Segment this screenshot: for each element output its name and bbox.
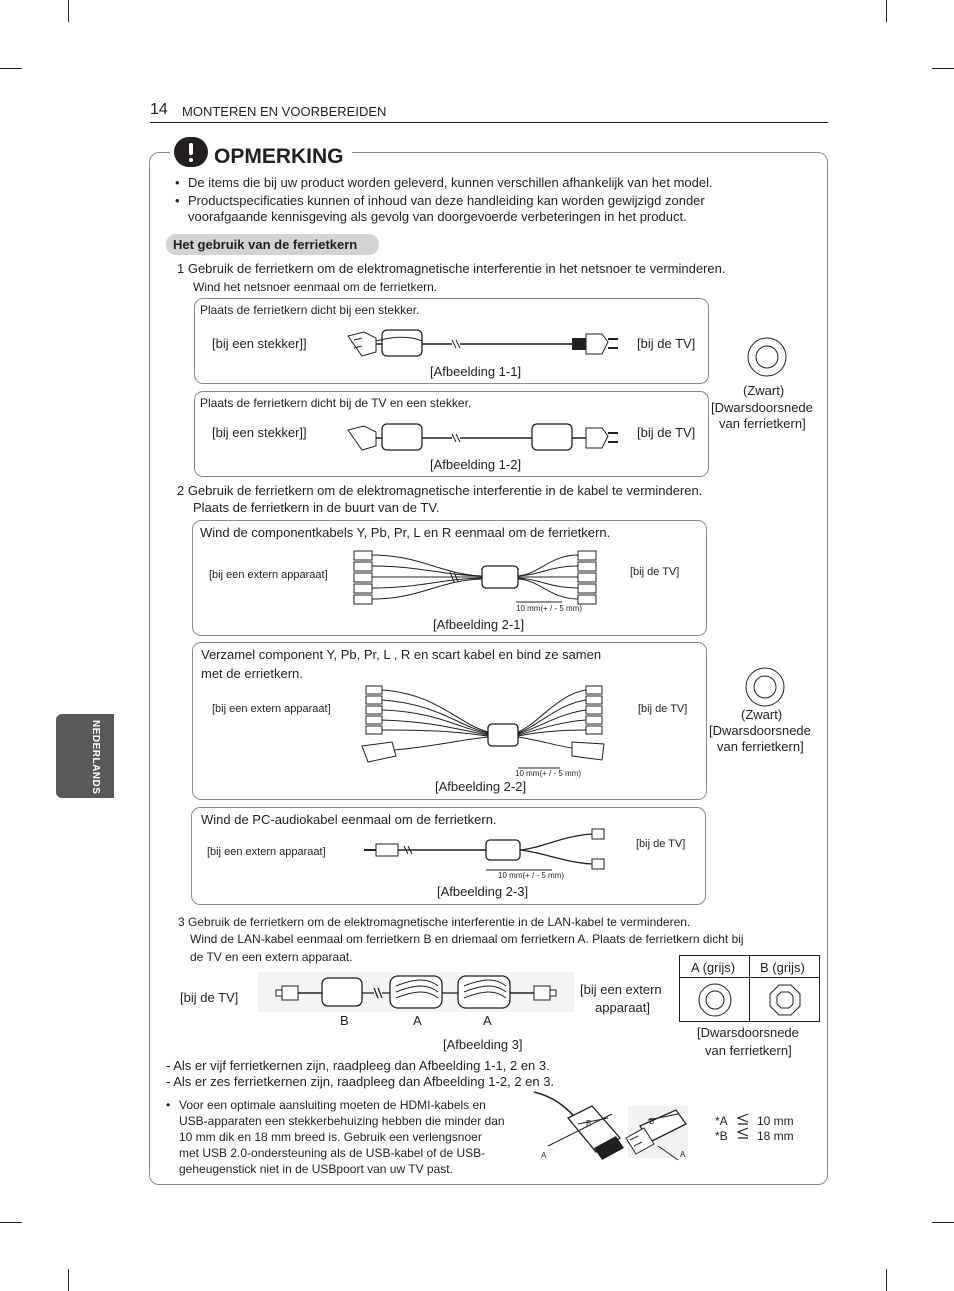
cross2-color: (Zwart) xyxy=(741,707,783,722)
fig-2-3-dim: 10 mm(+ / - 5 mm) xyxy=(498,871,565,880)
table-divider xyxy=(679,977,820,978)
fig-1-1-left: [bij een stekker]] xyxy=(212,336,307,351)
bullet-1: • De items die bij uw product worden geleverd, kunnen verschillen afhankelijk van het model. xyxy=(188,175,798,191)
side-tab xyxy=(56,714,114,798)
note-line-2: - Als er zes ferrietkernen zijn, raadpleeg dan Afbeelding 1-2, 2 en 3. xyxy=(166,1074,555,1089)
fig-1-2-caption: [Afbeelding 1-2] xyxy=(430,457,522,472)
fig-1-2-desc: Plaats de ferrietkern dicht bij de TV en een stekker. xyxy=(200,396,472,410)
crop-mark xyxy=(886,1269,887,1291)
fig-2-3-desc: Wind de PC-audiokabel eenmaal om de ferrietkern. xyxy=(201,812,497,827)
dim-a-label: *A xyxy=(715,1114,728,1128)
cross1-color: (Zwart) xyxy=(743,383,785,398)
fig-1-2-left: [bij een stekker]] xyxy=(212,425,307,440)
ferrite-cross-section-icon xyxy=(747,337,789,379)
step2-title: 2 Gebruik de ferrietkern om de elektromagnetische interferentie in de kabel te verminderen. xyxy=(177,483,703,498)
crop-mark xyxy=(932,1222,954,1223)
usb-line: • Voor een optimale aansluiting moeten de HDMI-kabels en xyxy=(179,1097,524,1113)
crop-mark xyxy=(68,1269,69,1291)
note-title: OPMERKING xyxy=(214,145,344,168)
fig-1-1-cable xyxy=(340,322,630,362)
warning-icon xyxy=(174,137,208,167)
step1-sub: Wind het netsnoer eenmaal om de ferrietkern. xyxy=(193,280,438,294)
marker-a2: A xyxy=(483,1013,492,1028)
cross2-label2: van ferrietkern] xyxy=(717,739,804,754)
fig-2-1-left: [bij een extern apparaat] xyxy=(209,569,328,581)
fig-3-caption: [Afbeelding 3] xyxy=(443,1037,523,1052)
ferrite-heading: Het gebruik van de ferrietkern xyxy=(173,237,358,252)
cross1-label1: [Dwarsdoorsnede xyxy=(711,400,813,415)
fig-2-3-left: [bij een extern apparaat] xyxy=(207,846,326,858)
cross1-label2: van ferrietkern] xyxy=(719,416,806,431)
fig-1-1-desc: Plaats de ferrietkern dicht bij een stekker. xyxy=(200,303,420,317)
usb-line: met USB 2.0-ondersteuning als de USB-kabel of de USB- xyxy=(179,1146,486,1160)
fig-2-1-component-cable xyxy=(350,548,610,606)
usb-note xyxy=(179,1097,524,1177)
fig-1-1-caption: [Afbeelding 1-1] xyxy=(430,364,522,379)
fig-2-1-right: [bij de TV] xyxy=(630,566,680,578)
usb-line: USB-apparaten een stekkerbehuizing hebben die minder dan xyxy=(179,1114,505,1128)
fig-2-3-audio-cable xyxy=(362,828,618,876)
bullet-2: • Productspecificaties kunnen of inhoud van deze handleiding kan worden gewijzigd zonder voorafgaande kennisgeving als gevolg van doorgevoerde verbeteringen in het product. xyxy=(188,193,778,225)
usb-fig-b: B xyxy=(586,1119,592,1128)
fig-2-2-scart-cable xyxy=(358,684,614,774)
usb-plug-illustration xyxy=(528,1090,696,1170)
fig-2-1-desc: Wind de componentkabels Y, Pb, Pr, L en R eenmaal om de ferrietkern. xyxy=(200,525,611,540)
side-tab-label: NEDERLANDS xyxy=(90,720,101,795)
usb-fig-a: A xyxy=(541,1151,547,1160)
section-title: MONTEREN EN VOORBEREIDEN xyxy=(182,104,387,119)
fig-2-2-desc2: met de errietkern. xyxy=(201,666,303,681)
step3-sub1: Wind de LAN-kabel eenmaal om ferrietkern B en driemaal om ferrietkern A. Plaats de ferrietkern dicht bij xyxy=(190,932,744,946)
marker-b: B xyxy=(340,1013,349,1028)
crop-mark xyxy=(886,0,887,22)
less-equal-icon xyxy=(735,1112,751,1144)
dim-b-label: *B xyxy=(715,1129,728,1143)
note-line-1: - Als er vijf ferrietkernen zijn, raadpleeg dan Afbeelding 1-1, 2 en 3. xyxy=(166,1058,550,1073)
ferrite-cross-section-icon xyxy=(745,667,787,709)
fig-2-1-dim: 10 mm(+ / - 5 mm) xyxy=(516,604,583,613)
fig-2-3-caption: [Afbeelding 2-3] xyxy=(437,884,529,899)
fig-2-1-caption: [Afbeelding 2-1] xyxy=(433,617,525,632)
marker-a1: A xyxy=(413,1013,422,1028)
fig-3-left: [bij de TV] xyxy=(180,990,239,1005)
fig-1-2-cable xyxy=(340,418,630,458)
step1-title: 1 Gebruik de ferrietkern om de elektromagnetische interferentie in het netsnoer te verminderen. xyxy=(177,261,726,276)
ferrite-b-cross-section-icon xyxy=(767,983,803,1019)
header-rule xyxy=(150,122,828,123)
table-cross-label1: [Dwarsdoorsnede xyxy=(697,1025,799,1040)
fig-3-right2: apparaat] xyxy=(595,1000,650,1015)
table-header-b: B (grijs) xyxy=(760,960,805,975)
fig-2-2-desc1: Verzamel component Y, Pb, Pr, L , R en scart kabel en bind ze samen xyxy=(201,647,602,662)
dim-a: 10 mm xyxy=(757,1114,794,1128)
step3-title: 3 Gebruik de ferrietkern om de elektromagnetische interferentie in de LAN-kabel te verminderen. xyxy=(178,915,691,929)
page-number: 14 xyxy=(150,101,168,118)
dim-b: 18 mm xyxy=(757,1129,794,1143)
fig-1-1-right: [bij de TV] xyxy=(637,336,696,351)
usb-fig-a2: A xyxy=(680,1150,686,1159)
fig-2-2-left: [bij een extern apparaat] xyxy=(212,703,331,715)
fig-3-lan-cable xyxy=(258,972,574,1014)
fig-3-right1: [bij een extern xyxy=(580,982,662,997)
fig-2-2-dim: 10 mm(+ / - 5 mm) xyxy=(515,769,582,778)
crop-mark xyxy=(68,0,69,22)
fig-2-3-right: [bij de TV] xyxy=(636,838,686,850)
usb-line: geheugenstick niet in de USBpoort van uw TV past. xyxy=(179,1162,453,1176)
crop-mark xyxy=(932,68,954,69)
cross2-label1: [Dwarsdoorsnede xyxy=(709,723,811,738)
table-header-a: A (grijs) xyxy=(691,960,736,975)
fig-2-2-right: [bij de TV] xyxy=(638,703,688,715)
crop-mark xyxy=(0,1222,22,1223)
step2-sub: Plaats de ferrietkern in de buurt van de TV. xyxy=(193,500,440,515)
table-divider xyxy=(749,955,750,1022)
step3-sub2: de TV en een extern apparaat. xyxy=(190,950,353,964)
usb-fig-b2: B xyxy=(649,1117,655,1126)
fig-1-2-right: [bij de TV] xyxy=(637,425,696,440)
usb-line: 10 mm dik en 18 mm breed is. Gebruik een verlengsnoer xyxy=(179,1130,482,1144)
fig-2-2-caption: [Afbeelding 2-2] xyxy=(435,779,527,794)
table-cross-label2: van ferrietkern] xyxy=(705,1043,792,1058)
crop-mark xyxy=(0,68,22,69)
ferrite-a-cross-section-icon xyxy=(697,983,733,1019)
